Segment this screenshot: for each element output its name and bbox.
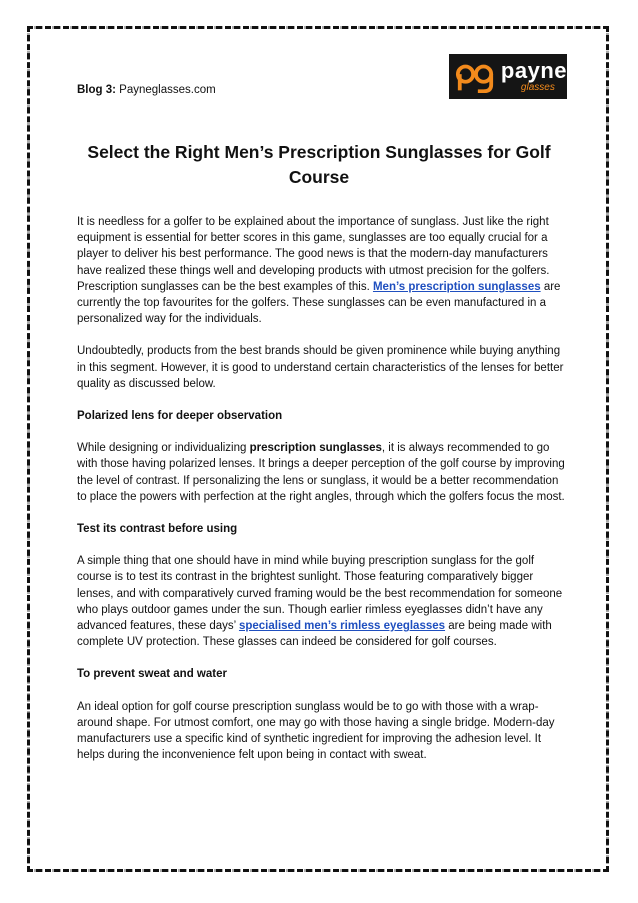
logo-text: [501, 60, 567, 93]
document-header: [77, 54, 567, 104]
second-paragraph: Undoubtedly, products from the best brands should be given prominence while buying anything in this segment. However, it is good to understand certain characteristics of the lenses for better quality as discussed below.: [77, 345, 564, 390]
intro-text: It is needless for a golfer to be explained about the importance of sunglass. Just like the right equipment is essential for better scores in this game, sunglasses are too equally crucial for a player to deliver his best performance. The good news is that the modern-day manufacturers have realized these things well and developing products with utmost precision for the golfers. Prescription sunglasses can be the best examples of this.: [77, 216, 550, 293]
payne-glasses-logo: [449, 54, 567, 99]
section-heading-sweat: To prevent sweat and water: [77, 668, 227, 681]
sweat-paragraph: An ideal option for golf course prescription sunglass would be to go with those with a wrap-around shape. For utmost comfort, one may go with those having a single bridge. Modern-day manufacturers use a specific kind of synthetic ingredient for improving the adhesion level. It helps during the inconvenience felt upon being in contact with sweat.: [77, 700, 555, 762]
blog-label: [77, 84, 216, 96]
article-body: [77, 214, 567, 779]
section-heading-contrast: Test its contrast before using: [77, 523, 238, 536]
logo-subword: glasses: [520, 82, 555, 93]
contrast-paragraph: [77, 553, 567, 650]
polarized-paragraph: [77, 440, 567, 505]
blog-site: Payneglasses.com: [115, 84, 216, 96]
polarized-text: While designing or individualizing: [77, 442, 250, 455]
intro-paragraph: [77, 214, 567, 327]
intro-text-end: are currently the top favourites for the golfers. These sunglasses can be even manufactured in a personalized way for the individuals.: [77, 280, 561, 326]
prescription-sunglasses-bold: prescription sunglasses: [249, 442, 382, 455]
contrast-text: A simple thing that one should have in mind while buying prescription sunglass for the golf course is to test its contrast in the brightest sunlight. Those featuring comparatively bigger lenses, and with comparatively curved framing would be the best recommendation for someone who plays outdoor games under the sun. Though earlier rimless eyeglasses didn’t have any advanced features, these days’: [77, 555, 563, 633]
polarized-text-end: , it is always recommended to go with those having polarized lenses. It brings a deeper perception of the golf course by improving the level of contrast. If personalizing the lens or sunglass, it would be a better recommendation to place the powers with perfection at the right angles, through which the golfers focus the most.: [77, 442, 565, 503]
logo-word: payne: [500, 58, 567, 83]
contrast-text-end: are being made with complete UV protection. These glasses can indeed be considered for golf courses.: [77, 620, 552, 649]
page-title: Select the Right Men’s Prescription Sunglasses for Golf Course: [87, 142, 551, 187]
rimless-eyeglasses-link[interactable]: specialised men’s rimless eyeglasses: [238, 620, 446, 633]
pg-monogram-icon: [455, 61, 497, 93]
section-heading-polarized: Polarized lens for deeper observation: [77, 410, 283, 423]
blog-number: Blog 3:: [77, 84, 116, 96]
mens-prescription-sunglasses-link[interactable]: Men’s prescription sunglasses: [372, 280, 541, 293]
